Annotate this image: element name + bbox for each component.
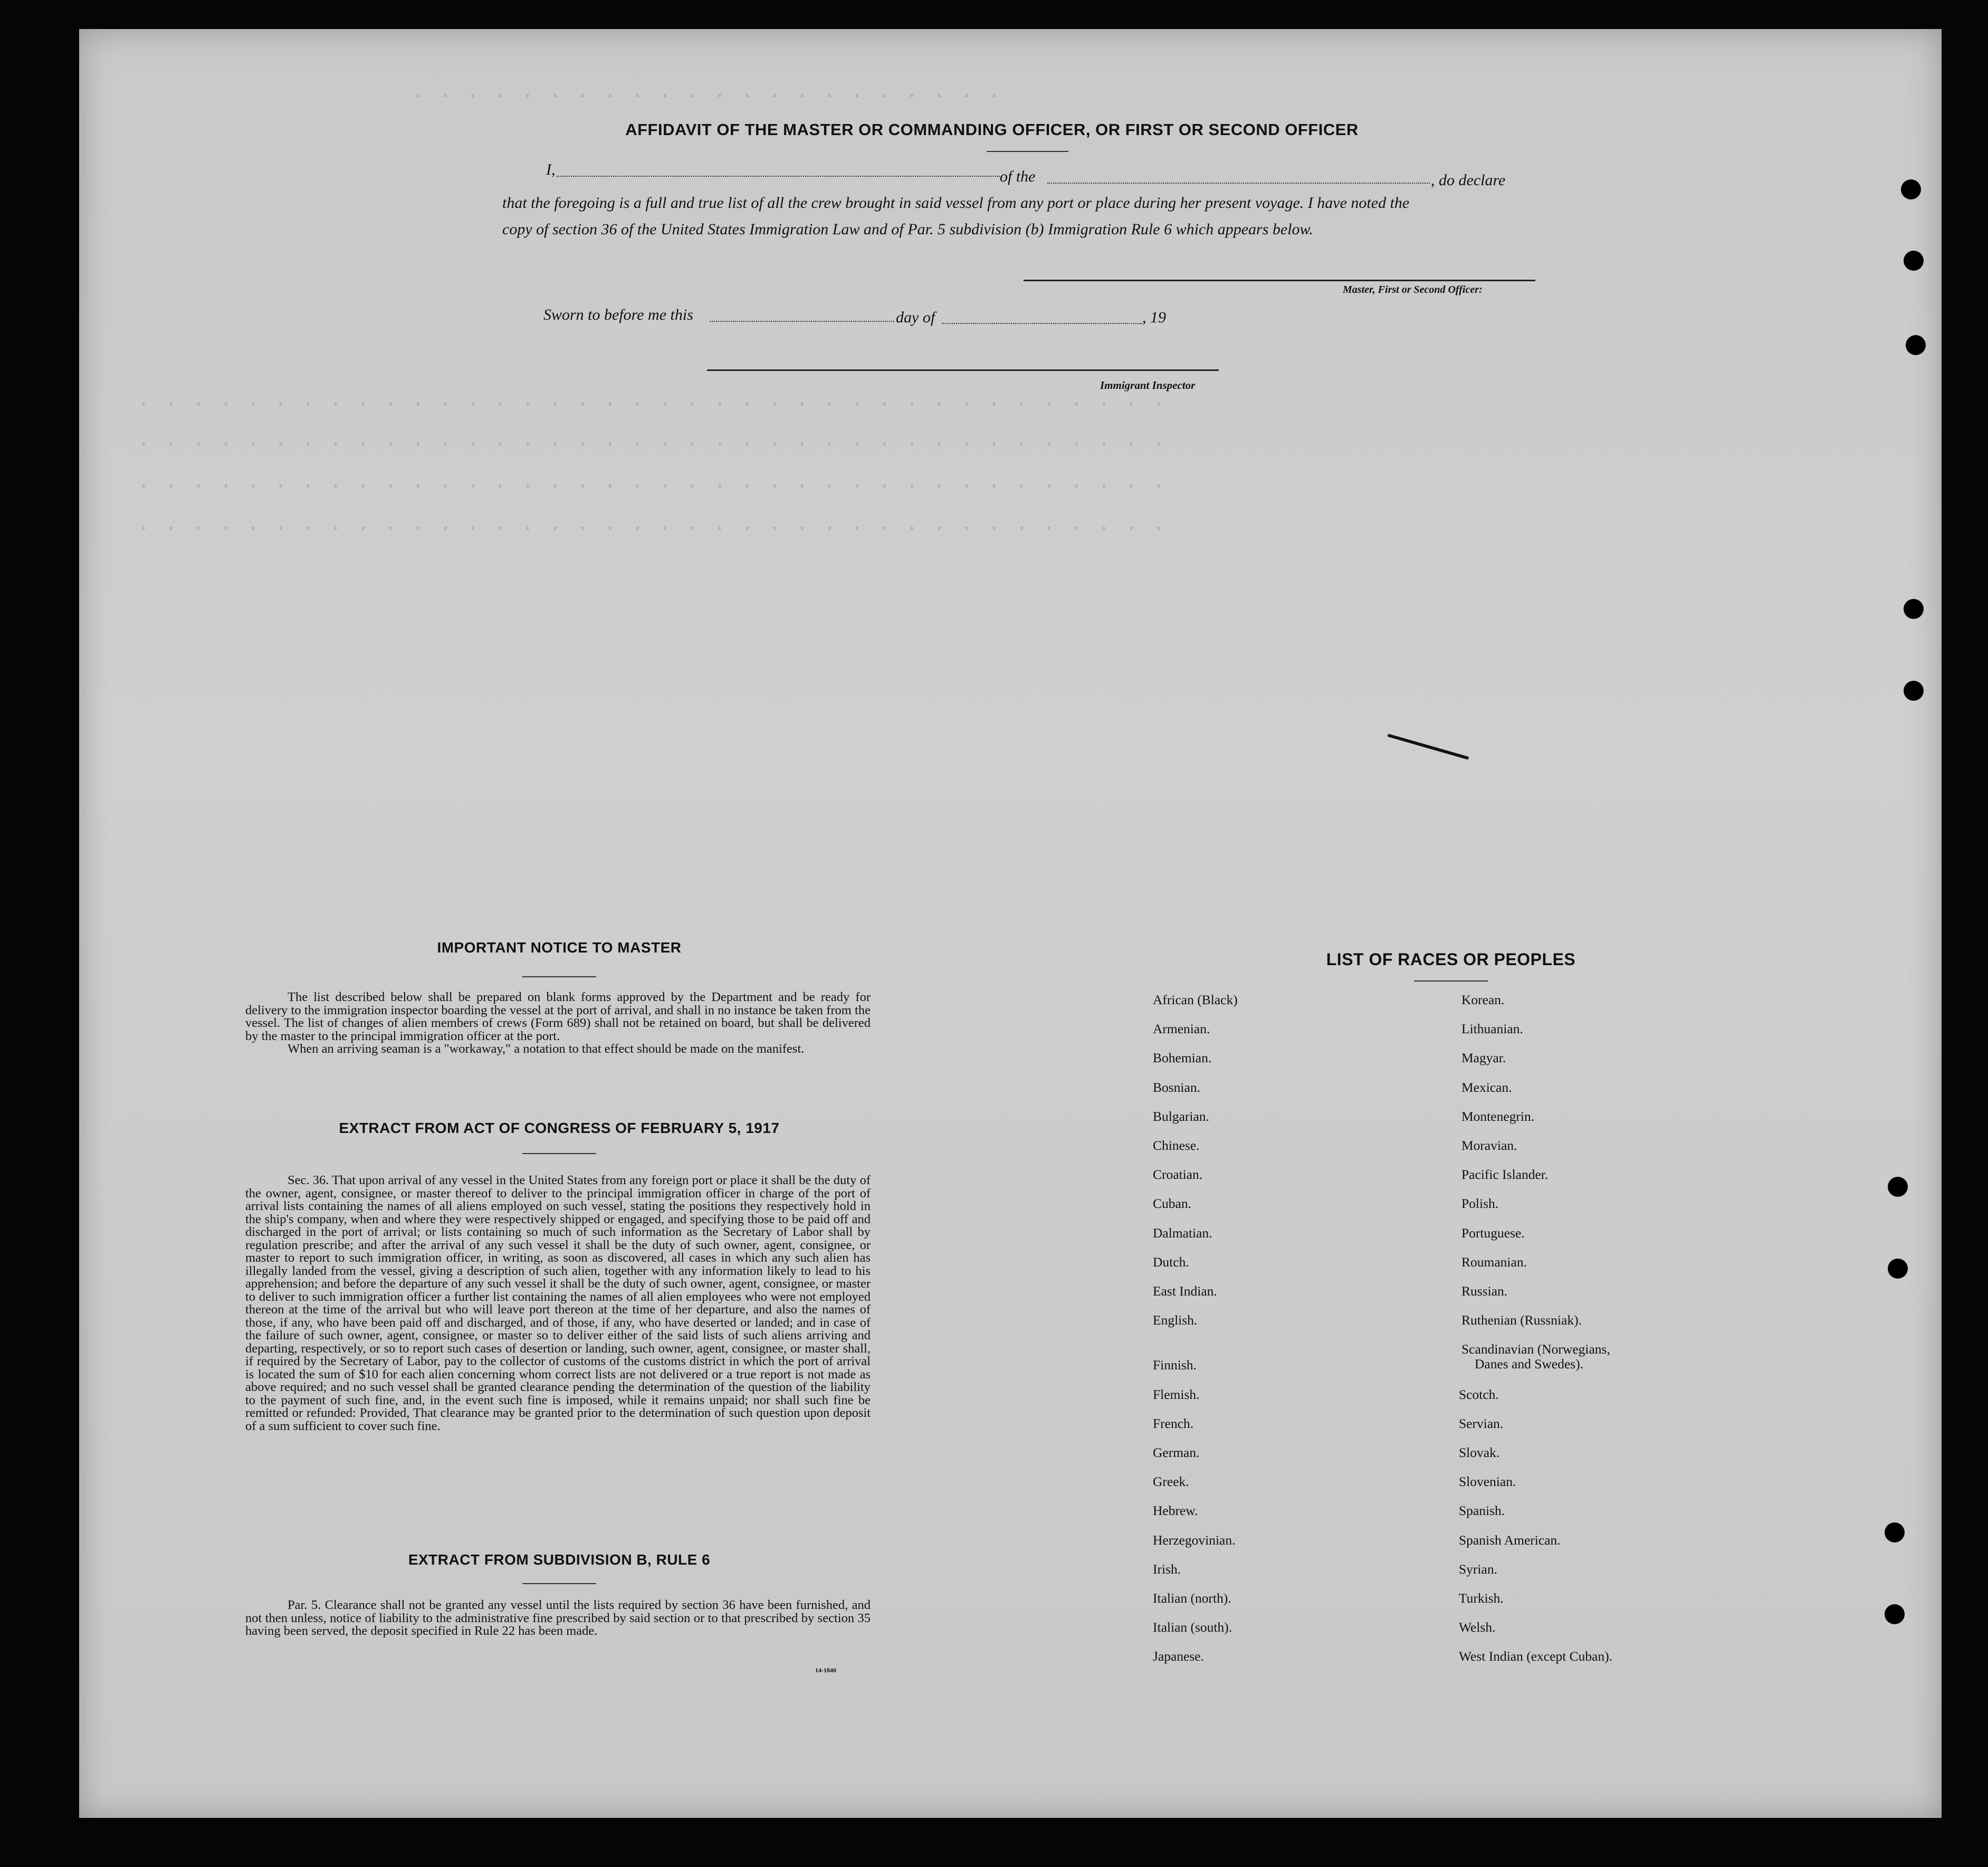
affidavit-statement: that the foregoing is a full and true list of all the crew brought in said vessel from any port or place during her present voyage. I have noted the — [502, 194, 1410, 212]
race-item: Moravian. — [1461, 1138, 1517, 1153]
races-list — [1153, 992, 1680, 1678]
act-extract-body — [245, 1174, 871, 1433]
race-item: Magyar. — [1461, 1050, 1506, 1066]
race-item: Armenian. — [1153, 1021, 1210, 1037]
races-title: LIST OF RACES OR PEOPLES — [1326, 950, 1576, 969]
race-item: Finnish. — [1153, 1357, 1197, 1373]
race-item: Flemish. — [1153, 1386, 1200, 1402]
officer-label: Master, First or Second Officer: — [1343, 284, 1483, 296]
divider — [1414, 980, 1488, 982]
punch-hole — [1888, 1177, 1908, 1197]
punch-hole — [1885, 1604, 1905, 1624]
race-item: Polish. — [1461, 1196, 1499, 1212]
race-item: Slovak. — [1459, 1445, 1500, 1460]
declarant-name-field[interactable] — [557, 176, 1000, 177]
race-item: West Indian (except Cuban). — [1459, 1649, 1613, 1664]
rule-extract-title: EXTRACT FROM SUBDIVISION B, RULE 6 — [408, 1551, 711, 1568]
race-item: Roumanian. — [1461, 1254, 1527, 1270]
inspector-signature-line[interactable] — [707, 369, 1219, 371]
race-item: Turkish. — [1459, 1590, 1504, 1606]
race-item: Ruthenian (Russniak). — [1461, 1312, 1582, 1328]
race-item: Greek. — [1153, 1474, 1189, 1490]
officer-signature-line[interactable] — [1024, 280, 1535, 281]
year-label: , 19 — [1142, 309, 1166, 326]
race-item: Dutch. — [1153, 1254, 1189, 1270]
race-item: Italian (south). — [1153, 1620, 1232, 1635]
bleed-through-text: · · · · · · · · · · · · · · · · · · · · · · · · · · · · · · · · · · · · · · — [137, 433, 1167, 456]
race-item: Spanish. — [1459, 1503, 1505, 1519]
race-item: Irish. — [1153, 1561, 1181, 1577]
race-item: African (Black) — [1153, 992, 1238, 1007]
bleed-through-text: · · · · · · · · · · · · · · · · · · · · · · · · · · · · · · · · · · · · · · — [137, 393, 1167, 417]
sworn-day-field[interactable] — [710, 321, 894, 322]
notice-title: IMPORTANT NOTICE TO MASTER — [437, 939, 682, 956]
act-extract-text: Sec. 36. That upon arrival of any vessel in the United States from any foreign port or place it shall be the duty of the owner, agent, consignee, or master thereof to deliver to the principal immigration officer in charge of the port of arrival lists containing the names of all aliens employed on such vessel, stating the positions they respectively hold in the ship's company, when and where they were respectively shipped or engaged, and specifying those to be paid off and discharged in the port of arrival; or lists containing so much of such information as the Secretary of Labor shall by regulation prescribe; and after the arrival of any such vessel it shall be the duty of such owner, agent, consignee, or master to report to such immigration officer, in writing, as soon as discovered, all cases in which any such alien has illegally landed from the vessel, giving a description of such alien, together with any information likely to lead to his apprehension; and before the departure of any such vessel it shall be the duty of such owner, agent, consignee, or master to deliver to such immigration officer a further list containing the names of all alien employees who were not employed thereon at the time of the arrival but who will leave port thereon at the time of her departure, and also the names of those, if any, who have been paid off and discharged, and of those, if any, who have deserted or landed; and in case of the failure of such owner, agent, consignee, or master so to deliver either of the said lists of such aliens arriving and departing, respectively, or so to report such cases of desertion or landing, such owner, agent, consignee, or master shall, if required by the Secretary of Labor, pay to the collector of customs of the customs district in which the port of arrival is located the sum of $10 for each alien concerning whom correct lists are not delivered or a true report is not made as above required; and no such vessel shall be granted clearance pending the determination of the question of the liability to the payment of such fine, and, in the event such fine is imposed, while it remains unpaid; nor shall such fine be remitted or refunded: Provided, That clearance may be granted prior to the determination of such question upon deposit of a sum sufficient to cover such fine. — [245, 1173, 871, 1433]
divider — [987, 151, 1068, 152]
race-item: Slovenian. — [1459, 1474, 1516, 1490]
race-item: Scandinavian (Norwegians, — [1461, 1341, 1610, 1357]
affidavit-title: AFFIDAVIT OF THE MASTER OR COMMANDING OFFICER, OR FIRST OR SECOND OFFICER — [625, 120, 1359, 139]
race-item: Hebrew. — [1153, 1503, 1198, 1519]
form-number: 14-1840 — [815, 1666, 836, 1674]
race-item: Bulgarian. — [1153, 1108, 1209, 1124]
day-of-label: day of — [896, 309, 935, 326]
race-item: Croatian. — [1153, 1167, 1203, 1183]
bleed-through-text: · · · · · · · · · · · · · · · · · · · · · · · · · · · · · · · · · · · · · · — [137, 475, 1167, 499]
notice-body — [245, 991, 871, 1056]
race-item: Welsh. — [1459, 1620, 1496, 1635]
race-item: Cuban. — [1153, 1196, 1191, 1212]
race-item: Herzegovinian. — [1153, 1532, 1236, 1548]
race-item: Syrian. — [1459, 1561, 1497, 1577]
race-item: Lithuanian. — [1461, 1021, 1523, 1037]
divider — [522, 976, 596, 977]
race-item: French. — [1153, 1415, 1194, 1431]
race-item: Chinese. — [1153, 1138, 1200, 1153]
race-item: Russian. — [1461, 1283, 1508, 1299]
sworn-label: Sworn to before me this — [543, 306, 693, 323]
divider — [522, 1153, 596, 1154]
rule-extract-text: Par. 5. Clearance shall not be granted any vessel until the lists required by section 36 have been furnished, and not then unless, notice of liability to the administrative fine prescribed by said section or to that prescribed by section 35 having been served, the deposit specified in Rule 22 has been made. — [245, 1598, 871, 1638]
race-item: English. — [1153, 1312, 1198, 1328]
race-item: Japanese. — [1153, 1649, 1204, 1664]
punch-hole — [1888, 1259, 1908, 1279]
act-extract-title: EXTRACT FROM ACT OF CONGRESS OF FEBRUARY 5, 1917 — [339, 1120, 780, 1136]
notice-paragraph: The list described below shall be prepared on blank forms approved by the Department and be ready for delivery to the immigration inspector boarding the vessel at the port of arrival, and shall in no instance be taken from the vessel. The list of changes of alien members of crews (Form 689) shall not be retained on board, but shall be delivered by the master to the principal immigration officer at the port. — [245, 990, 871, 1043]
race-item: Korean. — [1461, 992, 1505, 1007]
declare-text: , do declare — [1431, 172, 1506, 189]
race-item: Scotch. — [1459, 1386, 1499, 1402]
race-item: Italian (north). — [1153, 1590, 1231, 1606]
notice-paragraph: When an arriving seaman is a "workaway," a notation to that effect should be made on the manifest. — [288, 1042, 805, 1056]
inspector-label: Immigrant Inspector — [1100, 379, 1196, 392]
race-item: Bohemian. — [1153, 1050, 1212, 1066]
punch-hole — [1904, 681, 1924, 701]
bleed-through-text: · · · · · · · · · · · · · · · · · · · · · · · · · · · · · · · · · · · · · · — [137, 517, 1167, 541]
race-item: Danes and Swedes). — [1475, 1356, 1584, 1372]
race-item: Mexican. — [1461, 1079, 1512, 1095]
punch-hole — [1904, 599, 1924, 619]
race-item: Servian. — [1459, 1415, 1504, 1431]
race-item: East Indian. — [1153, 1283, 1217, 1299]
bleed-through-text: · · · · · · · · · · · · · · · · · · · · · · — [412, 84, 1002, 108]
punch-hole — [1901, 179, 1921, 199]
race-item: Montenegrin. — [1461, 1108, 1535, 1124]
rule-extract-body — [245, 1599, 871, 1638]
affidavit-statement-cont: copy of section 36 of the United States Immigration Law and of Par. 5 subdivision (b) Immigration Rule 6 which appears below. — [502, 221, 1313, 238]
declarant-label: I, — [546, 161, 556, 178]
race-item: German. — [1153, 1445, 1200, 1460]
race-item: Bosnian. — [1153, 1079, 1200, 1095]
race-item: Pacific Islander. — [1461, 1167, 1549, 1183]
race-item: Spanish American. — [1459, 1532, 1561, 1548]
sworn-month-field[interactable] — [942, 323, 1142, 324]
divider — [522, 1583, 596, 1584]
race-item: Dalmatian. — [1153, 1225, 1212, 1241]
punch-hole — [1904, 251, 1924, 271]
vessel-label: of the — [1000, 168, 1036, 185]
race-item: Portuguese. — [1461, 1225, 1525, 1241]
punch-hole — [1885, 1522, 1905, 1542]
vessel-name-field[interactable] — [1047, 183, 1430, 184]
punch-hole — [1906, 335, 1926, 355]
